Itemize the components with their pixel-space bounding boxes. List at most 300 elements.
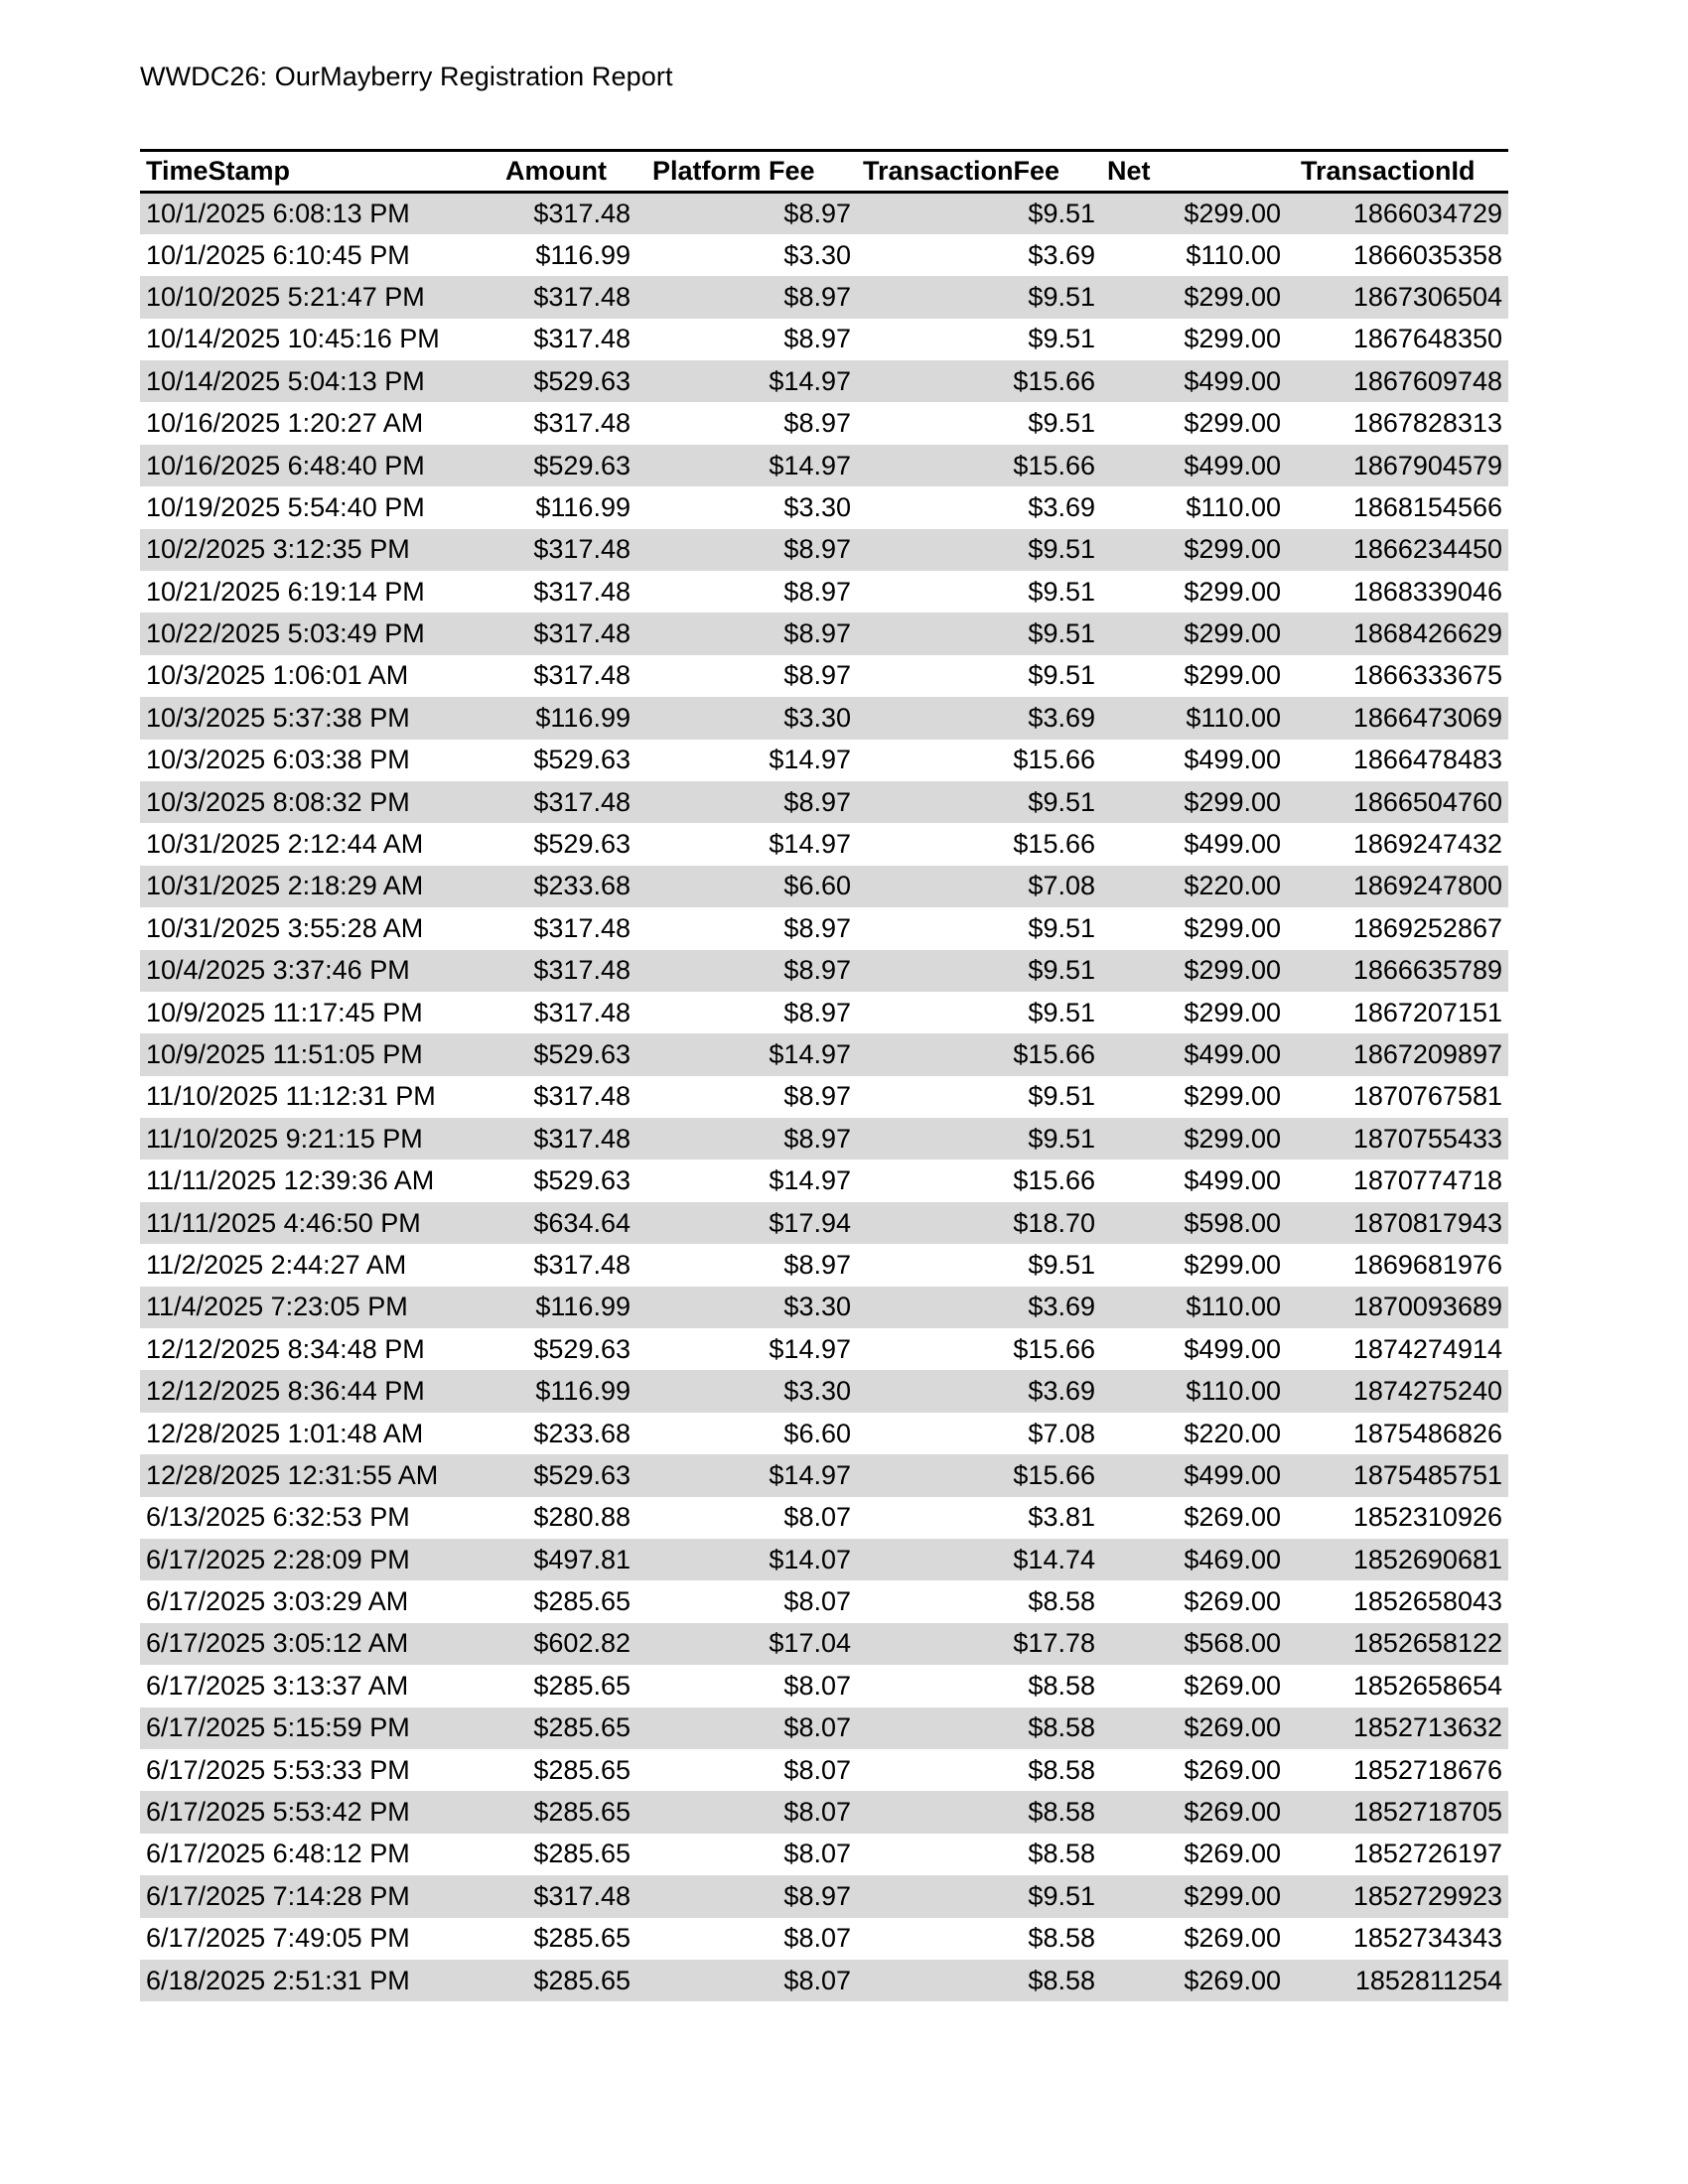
- amount-cell: $285.65: [499, 1749, 646, 1791]
- timestamp-cell: 6/17/2025 3:03:29 AM: [140, 1580, 499, 1622]
- platform-fee-cell: $3.30: [646, 1287, 857, 1328]
- table-row: [140, 1875, 1508, 1917]
- net-cell: $598.00: [1101, 1202, 1295, 1244]
- amount-cell: $529.63: [499, 1454, 646, 1496]
- platform-fee-cell: $8.97: [646, 781, 857, 823]
- timestamp-cell: 10/21/2025 6:19:14 PM: [140, 571, 499, 613]
- table-row: [140, 907, 1508, 949]
- timestamp-cell: 11/2/2025 2:44:27 AM: [140, 1244, 499, 1286]
- platform-fee-cell: $8.07: [646, 1749, 857, 1791]
- amount-cell: $285.65: [499, 1665, 646, 1706]
- table-row: [140, 655, 1508, 697]
- net-cell: $299.00: [1101, 655, 1295, 697]
- platform-fee-cell: $8.07: [646, 1791, 857, 1833]
- transaction-fee-cell: $9.51: [857, 1118, 1101, 1160]
- amount-cell: $116.99: [499, 1287, 646, 1328]
- column-header-transaction-fee: TransactionFee: [857, 151, 1101, 193]
- column-header-amount: Amount: [499, 151, 646, 193]
- transaction-id-cell: 1867609748: [1295, 360, 1508, 402]
- net-cell: $110.00: [1101, 1287, 1295, 1328]
- net-cell: $299.00: [1101, 950, 1295, 992]
- amount-cell: $317.48: [499, 781, 646, 823]
- timestamp-cell: 10/3/2025 5:37:38 PM: [140, 697, 499, 739]
- table-row: [140, 402, 1508, 444]
- transaction-id-cell: 1852658043: [1295, 1580, 1508, 1622]
- transaction-fee-cell: $9.51: [857, 571, 1101, 613]
- table-row: [140, 1707, 1508, 1749]
- transaction-id-cell: 1867207151: [1295, 992, 1508, 1033]
- transaction-fee-cell: $8.58: [857, 1707, 1101, 1749]
- table-row: [140, 697, 1508, 739]
- net-cell: $499.00: [1101, 1454, 1295, 1496]
- net-cell: $469.00: [1101, 1539, 1295, 1580]
- transaction-fee-cell: $3.69: [857, 1370, 1101, 1412]
- timestamp-cell: 12/12/2025 8:34:48 PM: [140, 1328, 499, 1370]
- timestamp-cell: 6/17/2025 5:53:42 PM: [140, 1791, 499, 1833]
- platform-fee-cell: $6.60: [646, 866, 857, 907]
- column-header-platform-fee: Platform Fee: [646, 151, 857, 193]
- platform-fee-cell: $8.97: [646, 655, 857, 697]
- transaction-fee-cell: $3.69: [857, 697, 1101, 739]
- transaction-fee-cell: $9.51: [857, 781, 1101, 823]
- transaction-fee-cell: $3.69: [857, 1287, 1101, 1328]
- table-row: [140, 866, 1508, 907]
- transaction-fee-cell: $8.58: [857, 1918, 1101, 1960]
- transaction-id-cell: 1868154566: [1295, 486, 1508, 528]
- table-row: [140, 360, 1508, 402]
- net-cell: $499.00: [1101, 1033, 1295, 1075]
- timestamp-cell: 6/13/2025 6:32:53 PM: [140, 1497, 499, 1539]
- transaction-id-cell: 1869247432: [1295, 823, 1508, 865]
- table-row: [140, 1328, 1508, 1370]
- transaction-fee-cell: $8.58: [857, 1834, 1101, 1875]
- transaction-id-cell: 1852718676: [1295, 1749, 1508, 1791]
- table-row: [140, 1918, 1508, 1960]
- amount-cell: $529.63: [499, 445, 646, 486]
- table-row: [140, 234, 1508, 276]
- timestamp-cell: 11/11/2025 12:39:36 AM: [140, 1160, 499, 1201]
- amount-cell: $116.99: [499, 234, 646, 276]
- timestamp-cell: 10/3/2025 6:03:38 PM: [140, 740, 499, 781]
- platform-fee-cell: $8.07: [646, 1665, 857, 1706]
- timestamp-cell: 6/17/2025 7:14:28 PM: [140, 1875, 499, 1917]
- amount-cell: $529.63: [499, 823, 646, 865]
- amount-cell: $116.99: [499, 697, 646, 739]
- timestamp-cell: 10/9/2025 11:51:05 PM: [140, 1033, 499, 1075]
- amount-cell: $317.48: [499, 655, 646, 697]
- platform-fee-cell: $8.07: [646, 1918, 857, 1960]
- transaction-fee-cell: $8.58: [857, 1665, 1101, 1706]
- timestamp-cell: 10/31/2025 3:55:28 AM: [140, 907, 499, 949]
- platform-fee-cell: $14.97: [646, 1454, 857, 1496]
- transaction-id-cell: 1868426629: [1295, 613, 1508, 654]
- table-row: [140, 1202, 1508, 1244]
- header-row: [140, 151, 1508, 193]
- registration-table-container: [140, 149, 1508, 2001]
- table-row: [140, 1370, 1508, 1412]
- amount-cell: $529.63: [499, 360, 646, 402]
- net-cell: $299.00: [1101, 193, 1295, 234]
- net-cell: $299.00: [1101, 992, 1295, 1033]
- transaction-id-cell: 1867648350: [1295, 319, 1508, 360]
- platform-fee-cell: $8.97: [646, 613, 857, 654]
- transaction-fee-cell: $9.51: [857, 950, 1101, 992]
- transaction-id-cell: 1852310926: [1295, 1497, 1508, 1539]
- timestamp-cell: 10/4/2025 3:37:46 PM: [140, 950, 499, 992]
- transaction-fee-cell: $17.78: [857, 1623, 1101, 1665]
- table-row: [140, 1076, 1508, 1118]
- timestamp-cell: 6/17/2025 6:48:12 PM: [140, 1834, 499, 1875]
- transaction-fee-cell: $8.58: [857, 1749, 1101, 1791]
- transaction-fee-cell: $15.66: [857, 1328, 1101, 1370]
- transaction-fee-cell: $9.51: [857, 992, 1101, 1033]
- amount-cell: $317.48: [499, 193, 646, 234]
- amount-cell: $285.65: [499, 1960, 646, 2001]
- amount-cell: $317.48: [499, 1875, 646, 1917]
- transaction-fee-cell: $8.58: [857, 1791, 1101, 1833]
- transaction-fee-cell: $9.51: [857, 1875, 1101, 1917]
- net-cell: $299.00: [1101, 319, 1295, 360]
- timestamp-cell: 10/31/2025 2:18:29 AM: [140, 866, 499, 907]
- net-cell: $269.00: [1101, 1749, 1295, 1791]
- platform-fee-cell: $3.30: [646, 234, 857, 276]
- transaction-id-cell: 1868339046: [1295, 571, 1508, 613]
- transaction-fee-cell: $3.69: [857, 234, 1101, 276]
- net-cell: $269.00: [1101, 1834, 1295, 1875]
- transaction-id-cell: 1874275240: [1295, 1370, 1508, 1412]
- transaction-fee-cell: $8.58: [857, 1960, 1101, 2001]
- amount-cell: $317.48: [499, 276, 646, 318]
- timestamp-cell: 10/3/2025 1:06:01 AM: [140, 655, 499, 697]
- platform-fee-cell: $14.97: [646, 740, 857, 781]
- transaction-id-cell: 1870093689: [1295, 1287, 1508, 1328]
- table-row: [140, 1497, 1508, 1539]
- table-row: [140, 740, 1508, 781]
- platform-fee-cell: $8.97: [646, 402, 857, 444]
- amount-cell: $317.48: [499, 613, 646, 654]
- table-row: [140, 1665, 1508, 1706]
- transaction-id-cell: 1866035358: [1295, 234, 1508, 276]
- transaction-id-cell: 1852690681: [1295, 1539, 1508, 1580]
- transaction-id-cell: 1852658122: [1295, 1623, 1508, 1665]
- platform-fee-cell: $8.97: [646, 276, 857, 318]
- table-row: [140, 1749, 1508, 1791]
- table-row: [140, 529, 1508, 571]
- platform-fee-cell: $14.97: [646, 1328, 857, 1370]
- amount-cell: $529.63: [499, 1160, 646, 1201]
- net-cell: $299.00: [1101, 613, 1295, 654]
- transaction-id-cell: 1852713632: [1295, 1707, 1508, 1749]
- table-row: [140, 1454, 1508, 1496]
- transaction-id-cell: 1852718705: [1295, 1791, 1508, 1833]
- transaction-id-cell: 1852811254: [1295, 1960, 1508, 2001]
- transaction-id-cell: 1866473069: [1295, 697, 1508, 739]
- transaction-fee-cell: $9.51: [857, 1244, 1101, 1286]
- transaction-fee-cell: $15.66: [857, 823, 1101, 865]
- transaction-fee-cell: $3.69: [857, 486, 1101, 528]
- platform-fee-cell: $8.97: [646, 950, 857, 992]
- platform-fee-cell: $3.30: [646, 486, 857, 528]
- transaction-fee-cell: $9.51: [857, 276, 1101, 318]
- table-row: [140, 1287, 1508, 1328]
- amount-cell: $116.99: [499, 486, 646, 528]
- table-header: [140, 151, 1508, 193]
- table-row: [140, 276, 1508, 318]
- transaction-id-cell: 1869681976: [1295, 1244, 1508, 1286]
- table-row: [140, 950, 1508, 992]
- platform-fee-cell: $14.97: [646, 1033, 857, 1075]
- amount-cell: $285.65: [499, 1580, 646, 1622]
- timestamp-cell: 12/12/2025 8:36:44 PM: [140, 1370, 499, 1412]
- platform-fee-cell: $14.07: [646, 1539, 857, 1580]
- transaction-id-cell: 1866635789: [1295, 950, 1508, 992]
- platform-fee-cell: $17.04: [646, 1623, 857, 1665]
- timestamp-cell: 6/17/2025 7:49:05 PM: [140, 1918, 499, 1960]
- transaction-fee-cell: $7.08: [857, 1413, 1101, 1454]
- timestamp-cell: 11/4/2025 7:23:05 PM: [140, 1287, 499, 1328]
- transaction-fee-cell: $15.66: [857, 445, 1101, 486]
- platform-fee-cell: $8.97: [646, 1118, 857, 1160]
- timestamp-cell: 11/11/2025 4:46:50 PM: [140, 1202, 499, 1244]
- transaction-fee-cell: $9.51: [857, 319, 1101, 360]
- net-cell: $110.00: [1101, 1370, 1295, 1412]
- platform-fee-cell: $8.97: [646, 529, 857, 571]
- transaction-id-cell: 1869247800: [1295, 866, 1508, 907]
- transaction-fee-cell: $15.66: [857, 360, 1101, 402]
- transaction-fee-cell: $18.70: [857, 1202, 1101, 1244]
- timestamp-cell: 10/2/2025 3:12:35 PM: [140, 529, 499, 571]
- platform-fee-cell: $3.30: [646, 697, 857, 739]
- timestamp-cell: 10/1/2025 6:08:13 PM: [140, 193, 499, 234]
- net-cell: $499.00: [1101, 823, 1295, 865]
- table-row: [140, 823, 1508, 865]
- amount-cell: $317.48: [499, 1118, 646, 1160]
- amount-cell: $529.63: [499, 1033, 646, 1075]
- net-cell: $269.00: [1101, 1918, 1295, 1960]
- net-cell: $299.00: [1101, 1244, 1295, 1286]
- transaction-fee-cell: $7.08: [857, 866, 1101, 907]
- net-cell: $299.00: [1101, 1875, 1295, 1917]
- transaction-fee-cell: $15.66: [857, 1033, 1101, 1075]
- platform-fee-cell: $8.97: [646, 319, 857, 360]
- amount-cell: $529.63: [499, 740, 646, 781]
- amount-cell: $233.68: [499, 866, 646, 907]
- amount-cell: $602.82: [499, 1623, 646, 1665]
- net-cell: $499.00: [1101, 445, 1295, 486]
- transaction-fee-cell: $15.66: [857, 1454, 1101, 1496]
- transaction-id-cell: 1870755433: [1295, 1118, 1508, 1160]
- timestamp-cell: 10/31/2025 2:12:44 AM: [140, 823, 499, 865]
- amount-cell: $317.48: [499, 571, 646, 613]
- net-cell: $299.00: [1101, 276, 1295, 318]
- platform-fee-cell: $8.07: [646, 1960, 857, 2001]
- timestamp-cell: 6/18/2025 2:51:31 PM: [140, 1960, 499, 2001]
- net-cell: $220.00: [1101, 866, 1295, 907]
- platform-fee-cell: $17.94: [646, 1202, 857, 1244]
- transaction-id-cell: 1869252867: [1295, 907, 1508, 949]
- table-row: [140, 613, 1508, 654]
- table-body: [140, 193, 1508, 2002]
- table-row: [140, 1539, 1508, 1580]
- net-cell: $299.00: [1101, 529, 1295, 571]
- transaction-id-cell: 1866034729: [1295, 193, 1508, 234]
- amount-cell: $317.48: [499, 402, 646, 444]
- timestamp-cell: 6/17/2025 3:13:37 AM: [140, 1665, 499, 1706]
- amount-cell: $285.65: [499, 1707, 646, 1749]
- net-cell: $499.00: [1101, 360, 1295, 402]
- timestamp-cell: 6/17/2025 5:15:59 PM: [140, 1707, 499, 1749]
- transaction-id-cell: 1867209897: [1295, 1033, 1508, 1075]
- platform-fee-cell: $6.60: [646, 1413, 857, 1454]
- amount-cell: $497.81: [499, 1539, 646, 1580]
- table-row: [140, 1033, 1508, 1075]
- timestamp-cell: 6/17/2025 2:28:09 PM: [140, 1539, 499, 1580]
- timestamp-cell: 10/14/2025 10:45:16 PM: [140, 319, 499, 360]
- platform-fee-cell: $8.07: [646, 1580, 857, 1622]
- table-row: [140, 781, 1508, 823]
- table-row: [140, 1580, 1508, 1622]
- amount-cell: $317.48: [499, 992, 646, 1033]
- transaction-id-cell: 1870767581: [1295, 1076, 1508, 1118]
- transaction-id-cell: 1852726197: [1295, 1834, 1508, 1875]
- report-title: WWDC26: OurMayberry Registration Report: [140, 62, 673, 91]
- transaction-id-cell: 1866234450: [1295, 529, 1508, 571]
- timestamp-cell: 12/28/2025 1:01:48 AM: [140, 1413, 499, 1454]
- amount-cell: $529.63: [499, 1328, 646, 1370]
- timestamp-cell: 10/16/2025 6:48:40 PM: [140, 445, 499, 486]
- platform-fee-cell: $8.07: [646, 1497, 857, 1539]
- timestamp-cell: 10/10/2025 5:21:47 PM: [140, 276, 499, 318]
- timestamp-cell: 10/19/2025 5:54:40 PM: [140, 486, 499, 528]
- transaction-fee-cell: $9.51: [857, 655, 1101, 697]
- table-row: [140, 1791, 1508, 1833]
- net-cell: $499.00: [1101, 1160, 1295, 1201]
- registration-table: [140, 149, 1508, 2001]
- timestamp-cell: 10/1/2025 6:10:45 PM: [140, 234, 499, 276]
- net-cell: $110.00: [1101, 697, 1295, 739]
- table-row: [140, 1244, 1508, 1286]
- transaction-id-cell: 1874274914: [1295, 1328, 1508, 1370]
- timestamp-cell: 6/17/2025 3:05:12 AM: [140, 1623, 499, 1665]
- transaction-id-cell: 1852729923: [1295, 1875, 1508, 1917]
- transaction-id-cell: 1867306504: [1295, 276, 1508, 318]
- timestamp-cell: 6/17/2025 5:53:33 PM: [140, 1749, 499, 1791]
- net-cell: $110.00: [1101, 234, 1295, 276]
- net-cell: $299.00: [1101, 402, 1295, 444]
- amount-cell: $233.68: [499, 1413, 646, 1454]
- transaction-fee-cell: $3.81: [857, 1497, 1101, 1539]
- transaction-id-cell: 1867904579: [1295, 445, 1508, 486]
- column-header-timestamp: TimeStamp: [140, 151, 499, 193]
- net-cell: $299.00: [1101, 781, 1295, 823]
- net-cell: $299.00: [1101, 1076, 1295, 1118]
- timestamp-cell: 10/9/2025 11:17:45 PM: [140, 992, 499, 1033]
- transaction-fee-cell: $9.51: [857, 1076, 1101, 1118]
- table-row: [140, 1118, 1508, 1160]
- transaction-id-cell: 1852658654: [1295, 1665, 1508, 1706]
- net-cell: $110.00: [1101, 486, 1295, 528]
- amount-cell: $116.99: [499, 1370, 646, 1412]
- transaction-fee-cell: $9.51: [857, 613, 1101, 654]
- transaction-id-cell: 1867828313: [1295, 402, 1508, 444]
- platform-fee-cell: $14.97: [646, 445, 857, 486]
- amount-cell: $317.48: [499, 529, 646, 571]
- platform-fee-cell: $8.97: [646, 992, 857, 1033]
- transaction-fee-cell: $15.66: [857, 1160, 1101, 1201]
- table-row: [140, 1623, 1508, 1665]
- table-row: [140, 1160, 1508, 1201]
- table-row: [140, 1960, 1508, 2001]
- platform-fee-cell: $8.07: [646, 1707, 857, 1749]
- platform-fee-cell: $14.97: [646, 1160, 857, 1201]
- platform-fee-cell: $8.97: [646, 571, 857, 613]
- amount-cell: $317.48: [499, 1076, 646, 1118]
- platform-fee-cell: $8.07: [646, 1834, 857, 1875]
- net-cell: $269.00: [1101, 1707, 1295, 1749]
- transaction-id-cell: 1870774718: [1295, 1160, 1508, 1201]
- net-cell: $568.00: [1101, 1623, 1295, 1665]
- net-cell: $299.00: [1101, 907, 1295, 949]
- transaction-fee-cell: $9.51: [857, 529, 1101, 571]
- table-row: [140, 1413, 1508, 1454]
- column-header-net: Net: [1101, 151, 1295, 193]
- timestamp-cell: 12/28/2025 12:31:55 AM: [140, 1454, 499, 1496]
- amount-cell: $317.48: [499, 950, 646, 992]
- transaction-id-cell: 1866333675: [1295, 655, 1508, 697]
- table-row: [140, 445, 1508, 486]
- table-row: [140, 486, 1508, 528]
- transaction-id-cell: 1852734343: [1295, 1918, 1508, 1960]
- table-row: [140, 319, 1508, 360]
- net-cell: $299.00: [1101, 1118, 1295, 1160]
- amount-cell: $285.65: [499, 1918, 646, 1960]
- net-cell: $269.00: [1101, 1497, 1295, 1539]
- transaction-fee-cell: $9.51: [857, 907, 1101, 949]
- table-row: [140, 992, 1508, 1033]
- platform-fee-cell: $8.97: [646, 1076, 857, 1118]
- amount-cell: $317.48: [499, 319, 646, 360]
- table-row: [140, 1834, 1508, 1875]
- timestamp-cell: 10/22/2025 5:03:49 PM: [140, 613, 499, 654]
- net-cell: $499.00: [1101, 1328, 1295, 1370]
- amount-cell: $317.48: [499, 907, 646, 949]
- table-row: [140, 193, 1508, 234]
- platform-fee-cell: $8.97: [646, 907, 857, 949]
- transaction-fee-cell: $14.74: [857, 1539, 1101, 1580]
- timestamp-cell: 10/16/2025 1:20:27 AM: [140, 402, 499, 444]
- transaction-id-cell: 1875485751: [1295, 1454, 1508, 1496]
- platform-fee-cell: $14.97: [646, 360, 857, 402]
- net-cell: $269.00: [1101, 1960, 1295, 2001]
- transaction-fee-cell: $8.58: [857, 1580, 1101, 1622]
- transaction-id-cell: 1875486826: [1295, 1413, 1508, 1454]
- platform-fee-cell: $8.97: [646, 193, 857, 234]
- amount-cell: $634.64: [499, 1202, 646, 1244]
- transaction-fee-cell: $9.51: [857, 402, 1101, 444]
- net-cell: $269.00: [1101, 1665, 1295, 1706]
- timestamp-cell: 11/10/2025 11:12:31 PM: [140, 1076, 499, 1118]
- table-row: [140, 571, 1508, 613]
- amount-cell: $280.88: [499, 1497, 646, 1539]
- transaction-fee-cell: $9.51: [857, 193, 1101, 234]
- net-cell: $269.00: [1101, 1580, 1295, 1622]
- net-cell: $299.00: [1101, 571, 1295, 613]
- amount-cell: $285.65: [499, 1791, 646, 1833]
- transaction-id-cell: 1866504760: [1295, 781, 1508, 823]
- platform-fee-cell: $8.97: [646, 1875, 857, 1917]
- net-cell: $220.00: [1101, 1413, 1295, 1454]
- timestamp-cell: 11/10/2025 9:21:15 PM: [140, 1118, 499, 1160]
